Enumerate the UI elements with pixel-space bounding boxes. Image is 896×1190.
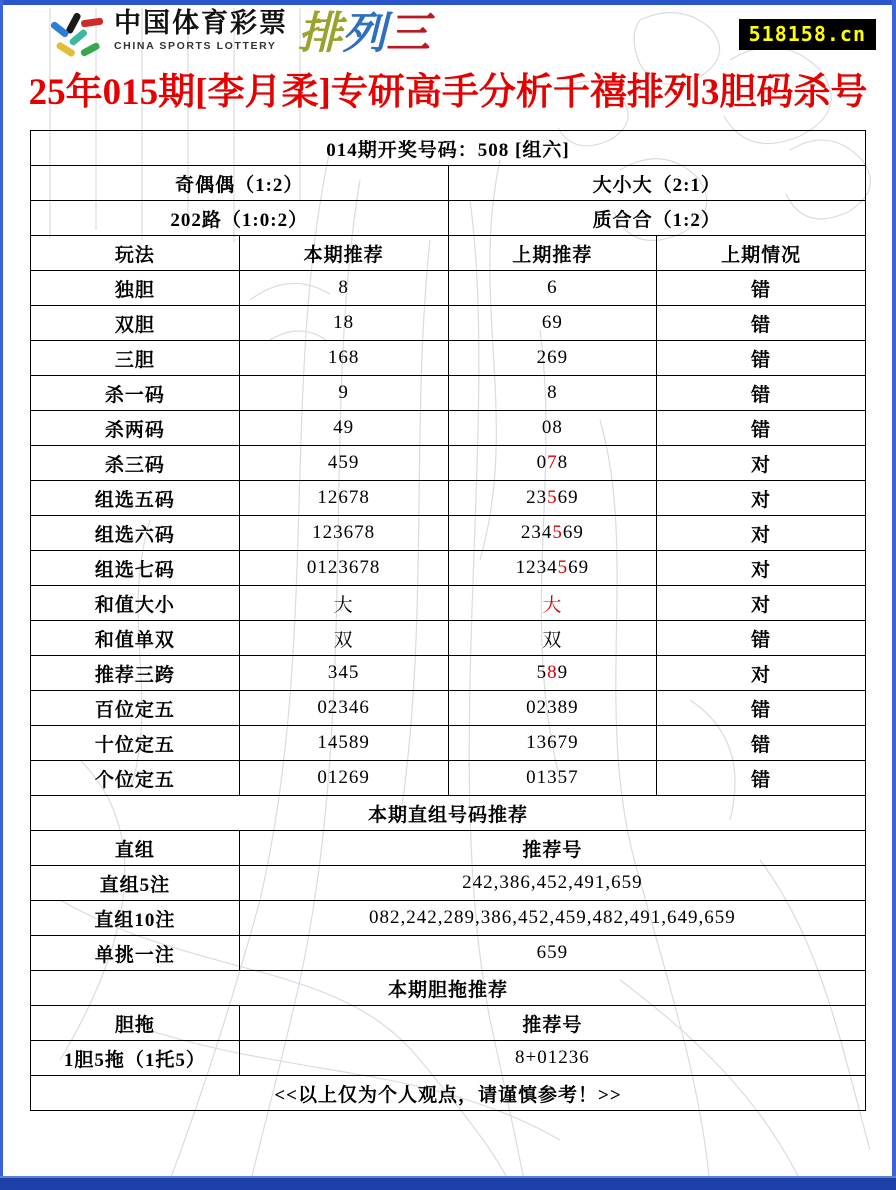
zhizu-row-value: 082,242,289,386,452,459,482,491,649,659: [239, 901, 865, 936]
site-url-badge[interactable]: 518158.cn: [739, 19, 876, 50]
previous-recommendation: [448, 621, 657, 656]
dantuo-section-header: 本期胆拖推荐: [31, 971, 866, 1006]
hit-digit: 5: [552, 522, 563, 543]
zhizu-data-row: [31, 936, 866, 971]
dantuo-section-header-row: [31, 971, 866, 1006]
play-name: 组选七码: [31, 551, 240, 586]
current-recommendation: 8: [239, 271, 448, 306]
zhizu-row-value: 659: [239, 936, 865, 971]
previous-result: 对: [657, 446, 866, 481]
digit-segment: 69: [557, 487, 579, 508]
previous-recommendation: [448, 481, 657, 516]
play-row: [31, 446, 866, 481]
dantuo-row-label: 1胆5拖（1托5）: [31, 1041, 240, 1076]
stats-row-2: [31, 201, 866, 236]
previous-result: 错: [657, 271, 866, 306]
digit-segment: 234: [520, 522, 553, 543]
play-name: 和值大小: [31, 586, 240, 621]
digit-segment: 23: [526, 487, 548, 508]
current-recommendation: 9: [239, 376, 448, 411]
stat-cell: 202路（1:0:2）: [31, 201, 449, 236]
previous-recommendation: [448, 516, 657, 551]
previous-result: 对: [657, 481, 866, 516]
current-recommendation: 168: [239, 341, 448, 376]
digit-segment: 69: [541, 312, 563, 333]
play-name: 杀两码: [31, 411, 240, 446]
play-row: [31, 656, 866, 691]
current-recommendation: 01269: [239, 761, 448, 796]
play-name: 百位定五: [31, 691, 240, 726]
stat-cell: 质合合（1:2）: [448, 201, 866, 236]
play-row: [31, 761, 866, 796]
digit-segment: 02389: [526, 697, 579, 718]
current-recommendation: 02346: [239, 691, 448, 726]
play-row: [31, 306, 866, 341]
hit-digit: 7: [547, 452, 558, 473]
zhizu-data-row: [31, 901, 866, 936]
current-recommendation: 0123678: [239, 551, 448, 586]
previous-recommendation: [448, 726, 657, 761]
play-row: [31, 411, 866, 446]
play-row: [31, 516, 866, 551]
dantuo-row-value: 8+01236: [239, 1041, 865, 1076]
zhizu-row-label: 直组5注: [31, 866, 240, 901]
play-row: [31, 691, 866, 726]
previous-recommendation: [448, 656, 657, 691]
previous-recommendation: [448, 551, 657, 586]
zhizu-subheader-row: [31, 831, 866, 866]
play-row: [31, 621, 866, 656]
current-recommendation: 14589: [239, 726, 448, 761]
previous-result: 错: [657, 726, 866, 761]
game-char-pai: 排: [298, 9, 342, 58]
previous-result: 对: [657, 586, 866, 621]
stats-row-1: [31, 166, 866, 201]
top-border-bar: [0, 0, 896, 5]
previous-result: 对: [657, 551, 866, 586]
current-recommendation: 双: [239, 621, 448, 656]
current-recommendation: 49: [239, 411, 448, 446]
play-name: 杀一码: [31, 376, 240, 411]
previous-recommendation: [448, 341, 657, 376]
page-title: 25年015期[李月柔]专研高手分析千禧排列3胆码杀号: [28, 72, 868, 113]
draw-info-row: [31, 131, 866, 166]
previous-result: 错: [657, 411, 866, 446]
current-recommendation: 459: [239, 446, 448, 481]
play-name: 十位定五: [31, 726, 240, 761]
previous-recommendation: [448, 761, 657, 796]
play-name: 杀三码: [31, 446, 240, 481]
previous-recommendation: [448, 306, 657, 341]
zhizu-label-column: 直组: [31, 831, 240, 866]
play-row: [31, 271, 866, 306]
previous-result: 错: [657, 341, 866, 376]
analysis-table: [30, 130, 866, 1111]
dantuo-value-column: 推荐号: [239, 1006, 865, 1041]
site-header: [48, 10, 430, 66]
draw-info: 014期开奖号码：508 [组六]: [31, 131, 866, 166]
previous-recommendation: [448, 586, 657, 621]
column-header: 上期情况: [657, 236, 866, 271]
logo-wordmark: [114, 10, 288, 52]
digit-segment: 8: [547, 382, 558, 403]
previous-result: 对: [657, 516, 866, 551]
dantuo-data-row: [31, 1041, 866, 1076]
digit-segment: 0: [536, 452, 548, 473]
play-row: [31, 551, 866, 586]
hit-digit: 5: [547, 487, 558, 508]
digit-segment: 5: [536, 662, 548, 683]
hit-digit: 8: [547, 662, 558, 683]
right-border-bar: [892, 0, 896, 1190]
digit-segment: 13679: [526, 732, 579, 753]
column-header: 玩法: [31, 236, 240, 271]
current-recommendation: 123678: [239, 516, 448, 551]
digit-segment: 269: [536, 347, 569, 368]
zhizu-section-header: 本期直组号码推荐: [31, 796, 866, 831]
column-header: 本期推荐: [239, 236, 448, 271]
play-row: [31, 376, 866, 411]
play-row: [31, 726, 866, 761]
play-name: 三胆: [31, 341, 240, 376]
disclaimer-row: [31, 1076, 866, 1111]
logo-english-text: CHINA SPORTS LOTTERY: [114, 40, 277, 52]
digit-segment: 08: [541, 417, 563, 438]
digit-segment: 69: [568, 557, 590, 578]
current-recommendation: 18: [239, 306, 448, 341]
play-name: 推荐三跨: [31, 656, 240, 691]
logo-chinese-text: 中国体育彩票: [114, 8, 288, 38]
disclaimer-note: <<以上仅为个人观点，请谨慎参考！>>: [31, 1076, 866, 1111]
previous-recommendation: [448, 446, 657, 481]
game-char-san: 三: [386, 9, 430, 58]
zhizu-row-label: 单挑一注: [31, 936, 240, 971]
previous-result: 对: [657, 656, 866, 691]
game-name-pailiesan: [298, 9, 430, 58]
play-row: [31, 481, 866, 516]
play-row: [31, 341, 866, 376]
digit-segment: 69: [562, 522, 584, 543]
digit-segment: 双: [542, 629, 563, 651]
play-name: 双胆: [31, 306, 240, 341]
current-recommendation: 大: [239, 586, 448, 621]
digit-segment: 8: [557, 452, 569, 473]
play-name: 个位定五: [31, 761, 240, 796]
current-recommendation: 345: [239, 656, 448, 691]
digit-segment: 01357: [526, 767, 579, 788]
previous-result: 错: [657, 761, 866, 796]
current-recommendation: 12678: [239, 481, 448, 516]
previous-recommendation: [448, 376, 657, 411]
hit-digit: 5: [557, 557, 569, 578]
dantuo-label-column: 胆拖: [31, 1006, 240, 1041]
zhizu-row-value: 242,386,452,491,659: [239, 866, 865, 901]
bottom-border-bar: [0, 1176, 896, 1190]
zhizu-row-label: 直组10注: [31, 901, 240, 936]
stat-cell: 大小大（2:1）: [448, 166, 866, 201]
play-name: 组选六码: [31, 516, 240, 551]
china-sports-lottery-logo-icon: [48, 10, 106, 66]
left-border-bar: [0, 0, 3, 1190]
previous-result: 错: [657, 621, 866, 656]
previous-result: 错: [657, 306, 866, 341]
zhizu-data-row: [31, 866, 866, 901]
zhizu-section-header-row: [31, 796, 866, 831]
previous-result: 错: [657, 376, 866, 411]
play-name: 独胆: [31, 271, 240, 306]
column-header: 上期推荐: [448, 236, 657, 271]
zhizu-value-column: 推荐号: [239, 831, 865, 866]
digit-segment: 9: [557, 662, 569, 683]
play-row: [31, 586, 866, 621]
column-header-row: [31, 236, 866, 271]
previous-result: 错: [657, 691, 866, 726]
dantuo-subheader-row: [31, 1006, 866, 1041]
previous-recommendation: [448, 411, 657, 446]
hit-digit: 大: [542, 594, 563, 616]
play-name: 组选五码: [31, 481, 240, 516]
previous-recommendation: [448, 691, 657, 726]
game-char-lie: 列: [342, 9, 386, 58]
digit-segment: 1234: [515, 557, 558, 578]
stat-cell: 奇偶偶（1:2）: [31, 166, 449, 201]
previous-recommendation: [448, 271, 657, 306]
play-name: 和值单双: [31, 621, 240, 656]
digit-segment: 6: [547, 277, 558, 298]
